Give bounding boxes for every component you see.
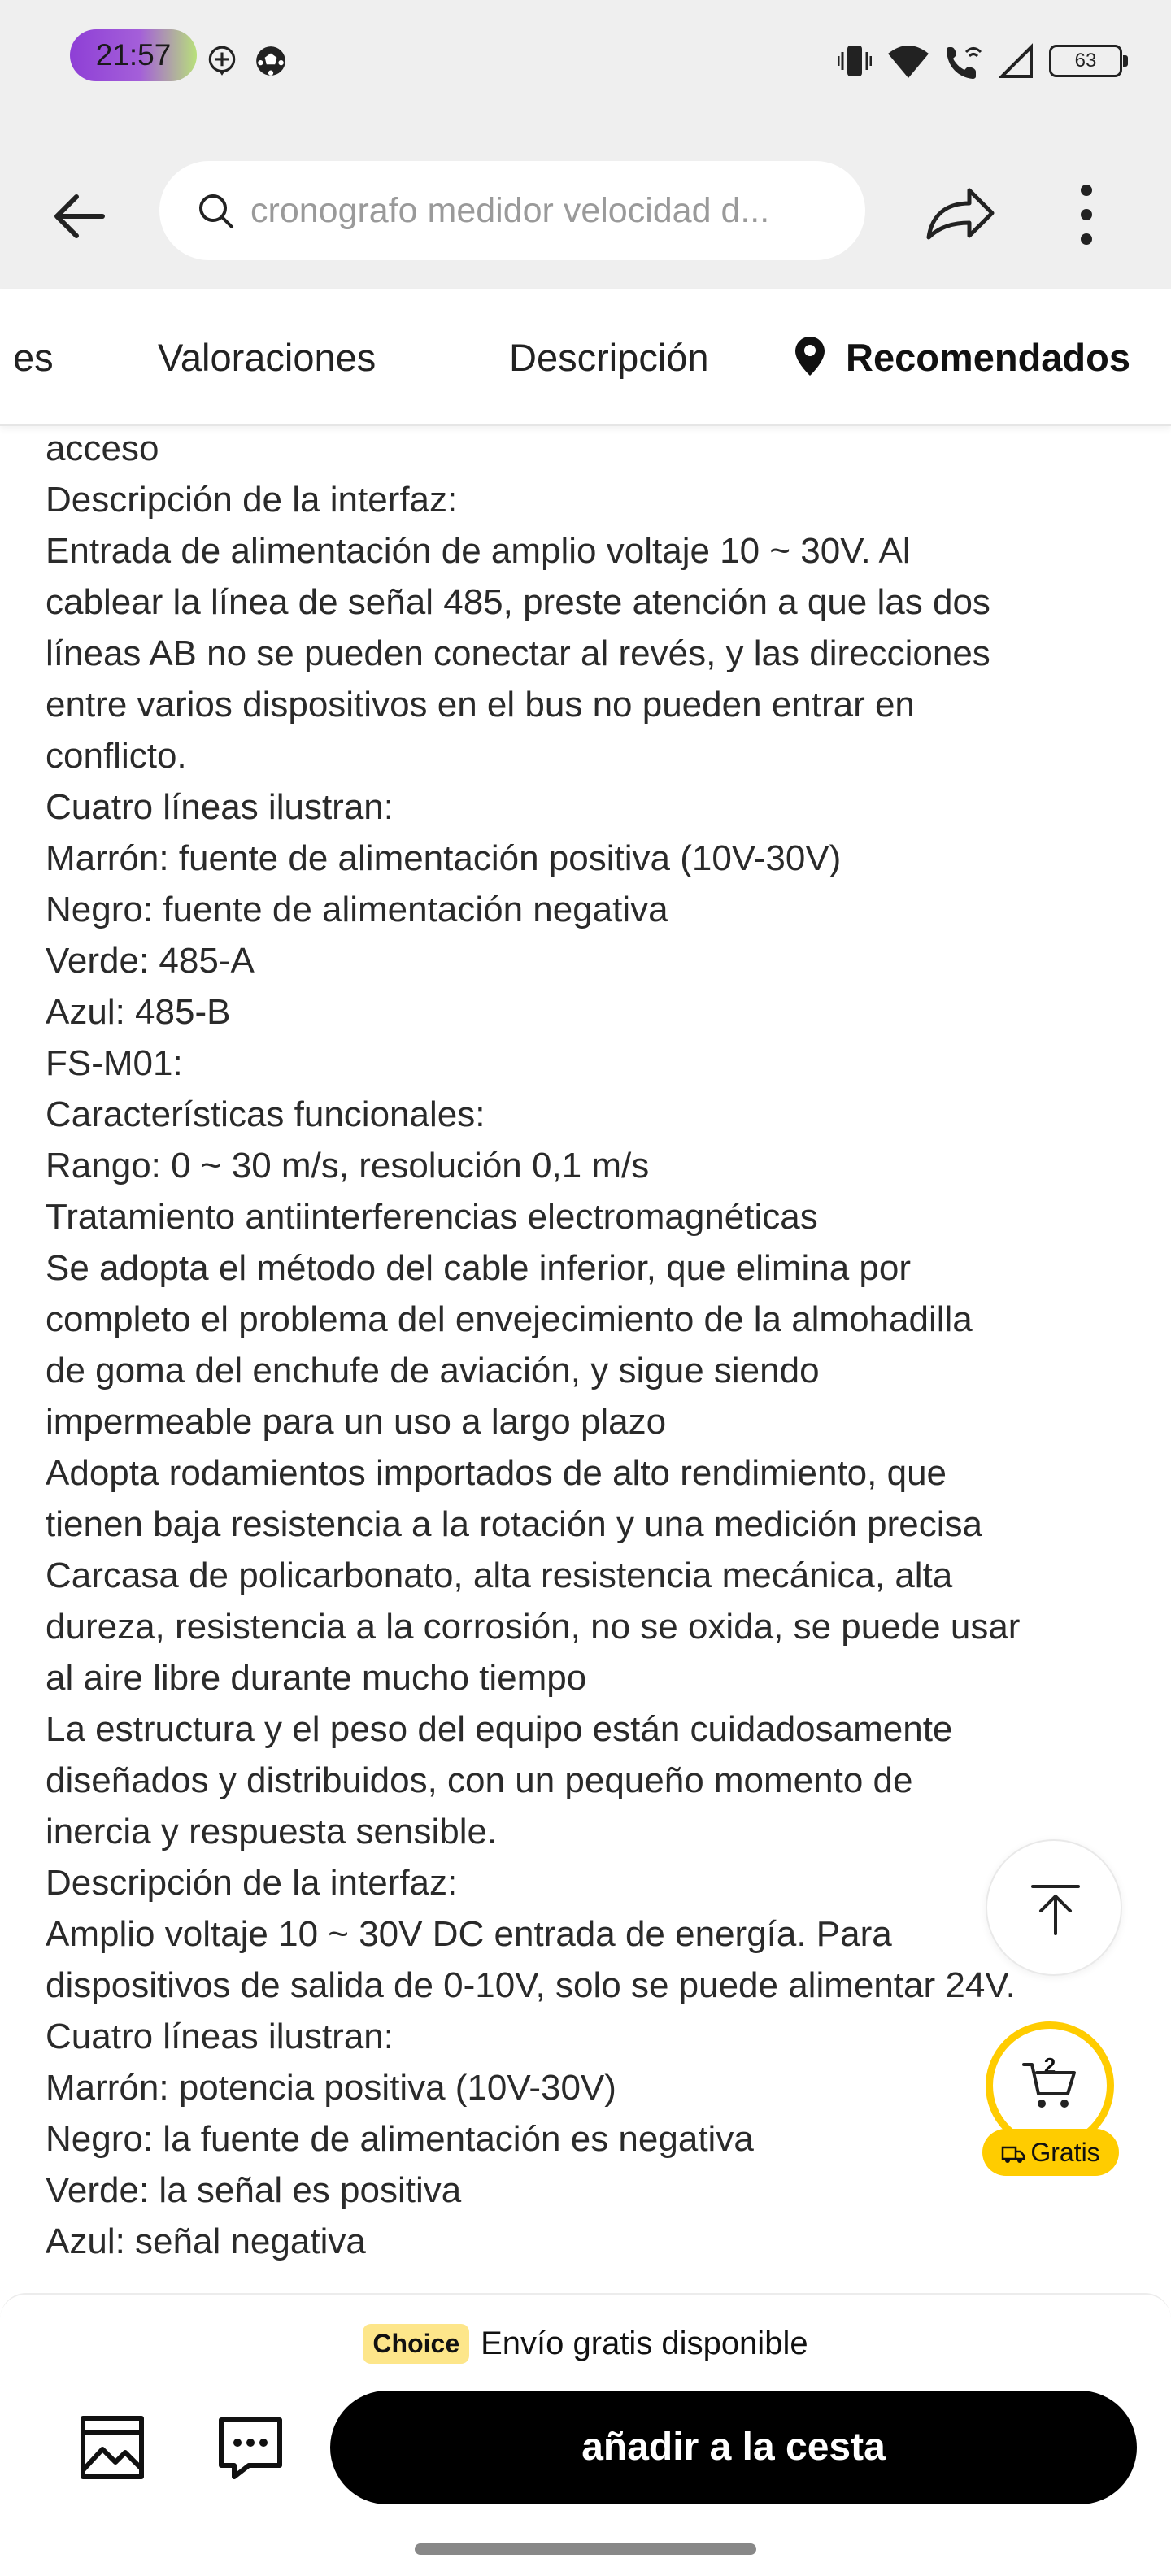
description-line: Entrada de alimentación de amplio voltaje 10 ~ 30V. Al [46,531,911,571]
description-line: impermeable para un uso a largo plazo [46,1402,667,1442]
description-line: Cuatro líneas ilustran: [46,2017,394,2056]
description-line: tienen baja resistencia a la rotación y una medición precisa [46,1504,982,1544]
description-line: Tratamiento antiinterferencias electromagnéticas [46,1197,818,1237]
description-line: dispositivos de salida de 0-10V, solo se puede alimentar 24V. [46,1965,1016,2005]
description-text [46,423,1135,2267]
message-icon[interactable] [216,2413,285,2482]
description-line: dureza, resistencia a la corrosión, no se oxida, se puede usar [46,1607,1021,1647]
free-shipping-badge [982,2129,1119,2176]
description-line: cablear la línea de señal 485, preste atención a que las dos [46,582,990,622]
description-line: diseñados y distribuidos, con un pequeño momento de [46,1760,913,1800]
wifi-icon [886,42,930,80]
bottom-action-bar [0,2293,1171,2576]
description-line: Características funcionales: [46,1094,485,1134]
share-icon[interactable] [919,174,1000,255]
description-line: acceso [46,429,159,468]
shipping-text: Envío gratis disponible [481,2325,808,2361]
description-line: Amplio voltaje 10 ~ 30V DC entrada de energía. Para [46,1914,892,1954]
description-line: Marrón: fuente de alimentación positiva (10V-30V) [46,838,842,878]
tab-partial[interactable]: es [13,336,54,379]
call-wifi-icon [945,42,984,80]
description-line: Verde: la señal es positiva [46,2170,462,2210]
description-line: Marrón: potencia positiva (10V-30V) [46,2068,616,2108]
description-line: Verde: 485-A [46,941,255,981]
description-line: Rango: 0 ~ 30 m/s, resolución 0,1 m/s [46,1146,650,1186]
search-input[interactable] [159,161,865,260]
description-line: líneas AB no se pueden conectar al revés, y las direcciones [46,633,990,673]
back-to-top-button[interactable] [986,1839,1122,1976]
description-line: conflicto. [46,736,187,776]
store-icon[interactable] [78,2413,146,2482]
description-line: Azul: señal negativa [46,2221,366,2261]
truck-icon [1001,2144,1025,2164]
description-line: La estructura y el peso del equipo están cuidadosamente [46,1709,953,1749]
tab-descripcion[interactable]: Descripción [509,336,709,379]
description-line: entre varios dispositivos en el bus no pueden entrar en [46,685,915,724]
description-line: Se adopta el método del cable inferior, que elimina por [46,1248,912,1288]
location-pin-icon [794,335,826,377]
description-line: al aire libre durante mucho tiempo [46,1658,587,1698]
arrow-up-to-top-icon [1028,1882,1083,1937]
soccer-ball-icon [254,44,288,78]
status-right-icons [838,41,1122,81]
vibrate-icon [838,42,872,80]
top-bar [0,122,1171,289]
back-arrow-icon[interactable] [46,182,114,250]
cart-count: 2 [1043,2053,1056,2078]
cart-icon [1022,2060,1077,2112]
tab-recomendados[interactable] [794,289,1130,426]
search-icon [197,192,236,231]
battery-icon: 63 [1049,45,1122,77]
home-indicator[interactable] [415,2543,756,2555]
tab-recomendados-label: Recomendados [846,336,1130,379]
description-line: inercia y respuesta sensible. [46,1812,498,1852]
more-vertical-icon[interactable] [1054,174,1119,255]
search-text: cronografo medidor velocidad d... [250,191,770,230]
shipping-info [0,2319,1171,2368]
location-add-icon [205,44,239,78]
status-time: 21:57 [70,29,197,81]
status-bar [0,0,1171,122]
description-line: Descripción de la interfaz: [46,480,458,520]
description-line: Descripción de la interfaz: [46,1863,458,1903]
description-line: FS-M01: [46,1043,183,1083]
description-line: Adopta rodamientos importados de alto rendimiento, que [46,1453,947,1493]
description-line: Azul: 485-B [46,992,231,1032]
description-line: Cuatro líneas ilustran: [46,787,394,827]
free-label: Gratis [1030,2138,1100,2167]
choice-badge: Choice [363,2324,469,2364]
description-line: Negro: fuente de alimentación negativa [46,890,668,929]
add-to-cart-button[interactable]: añadir a la cesta [330,2391,1137,2504]
tab-valoraciones[interactable]: Valoraciones [158,336,377,379]
description-line: Carcasa de policarbonato, alta resistencia mecánica, alta [46,1556,953,1595]
description-line: de goma del enchufe de aviación, y sigue siendo [46,1351,820,1390]
signal-icon [999,42,1034,80]
description-line: completo el problema del envejecimiento de la almohadilla [46,1299,973,1339]
description-line: Negro: la fuente de alimentación es negativa [46,2119,754,2159]
section-tabs [0,289,1171,426]
